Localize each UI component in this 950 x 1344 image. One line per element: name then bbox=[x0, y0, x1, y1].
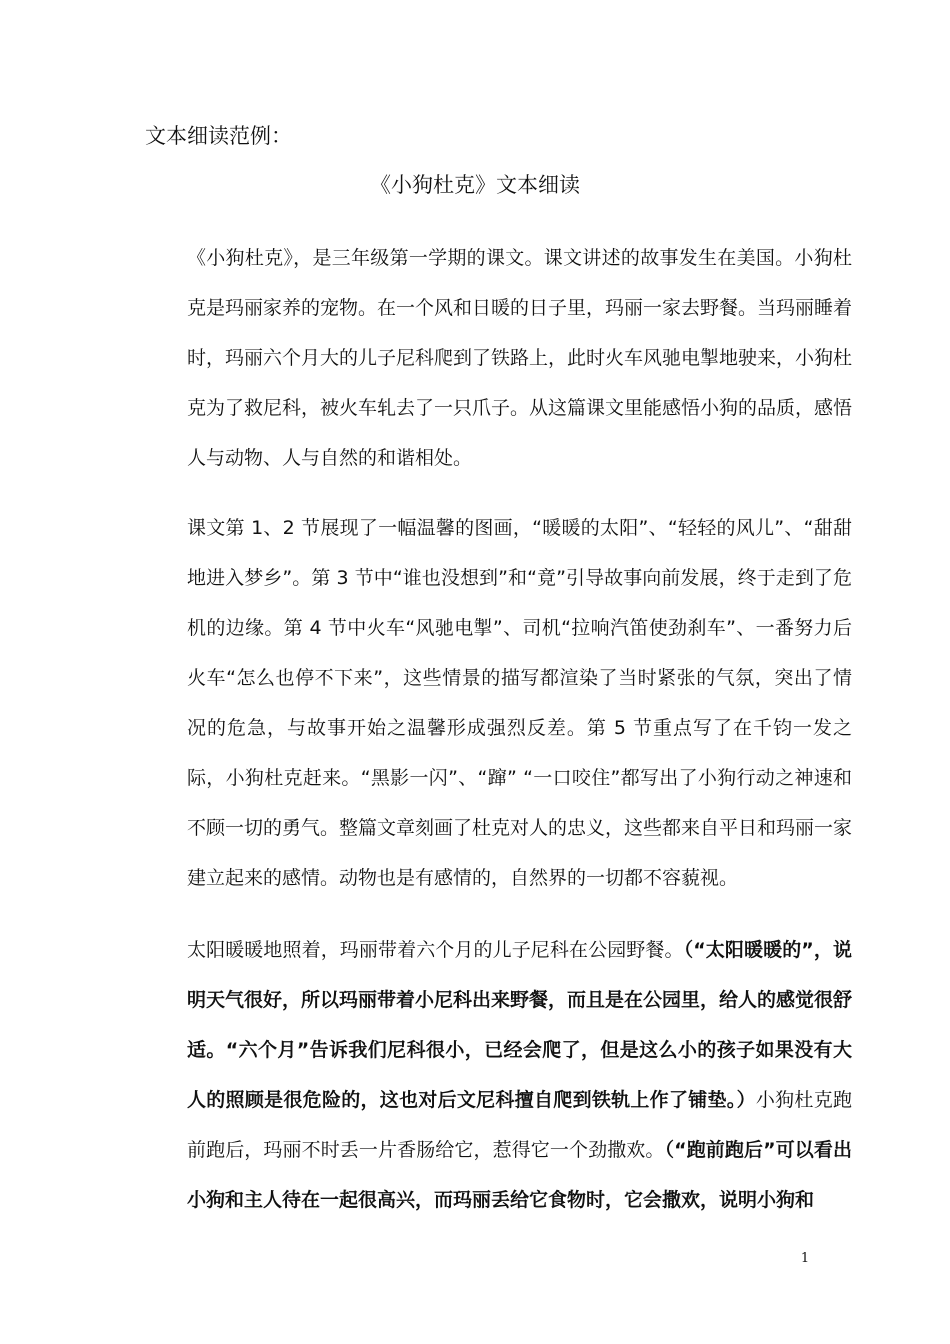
paragraph-analysis bbox=[143, 503, 852, 903]
annotation-2: （“跑前跑后”可以看出小狗和主人待在一起很高兴，而玛丽丢给它食物时，它会撒欢，说明小狗和 bbox=[187, 1139, 852, 1211]
paragraph-analysis-text: 课文第 1、2 节展现了一幅温馨的图画，“暖暖的太阳”、“轻轻的风儿”、“甜甜地进入梦乡”。第 3 节中“谁也没想到”和“竟”引导故事向前发展，终于走到了危机的边缘。第 4 节中火车“风驰电掣”、司机“拉响汽笛使劲刹车”、一番努力后火车“怎么也停不下来”，这些情景的描写都渲染了当时紧张的气氛，突出了情况的危急，与故事开始之温馨形成强烈反差。第 5 节重点写了在千钧一发之际，小狗杜克赶来。“黑影一闪”、“蹿” “一口咬住”都写出了小狗行动之神速和不顾一切的勇气。整篇文章刻画了杜克对人的忠义，这些都来自平日和玛丽一家建立起来的感情。动物也是有感情的，自然界的一切都不容藐视。 bbox=[187, 517, 853, 889]
section-heading: 文本细读范例： bbox=[145, 124, 292, 148]
original-text-1: 太阳暖暖地照着，玛丽带着六个月的儿子尼科在公园野餐。 bbox=[187, 939, 684, 961]
original-text-2: 小狗杜克跑前跑后，玛丽不时丢一片香肠给它，惹得它一个劲撒欢。 bbox=[187, 1089, 852, 1161]
annotation-1: （“太阳暖暖的”，说明天气很好，所以玛丽带着小尼科出来野餐，而且是在公园里，给人的感觉很舒适。“六个月”告诉我们尼科很小，已经会爬了，但是这么小的孩子如果没有大人的照顾是很危险的，这也对后文尼科擅自爬到铁轨上作了铺垫。） bbox=[187, 939, 853, 1111]
paragraph-summary bbox=[143, 233, 852, 483]
paragraph-close-reading bbox=[143, 925, 852, 1225]
page-number: 1 bbox=[800, 1251, 810, 1266]
document-title: 《小狗杜克》文本细读 bbox=[370, 173, 580, 197]
paragraph-summary-text: 《小狗杜克》，是三年级第一学期的课文。课文讲述的故事发生在美国。小狗杜克是玛丽家养的宠物。在一个风和日暖的日子里，玛丽一家去野餐。当玛丽睡着时，玛丽六个月大的儿子尼科爬到了铁路上，此时火车风驰电掣地驶来，小狗杜克为了救尼科，被火车轧去了一只爪子。从这篇课文里能感悟小狗的品质，感悟人与动物、人与自然的和谐相处。 bbox=[187, 247, 853, 469]
